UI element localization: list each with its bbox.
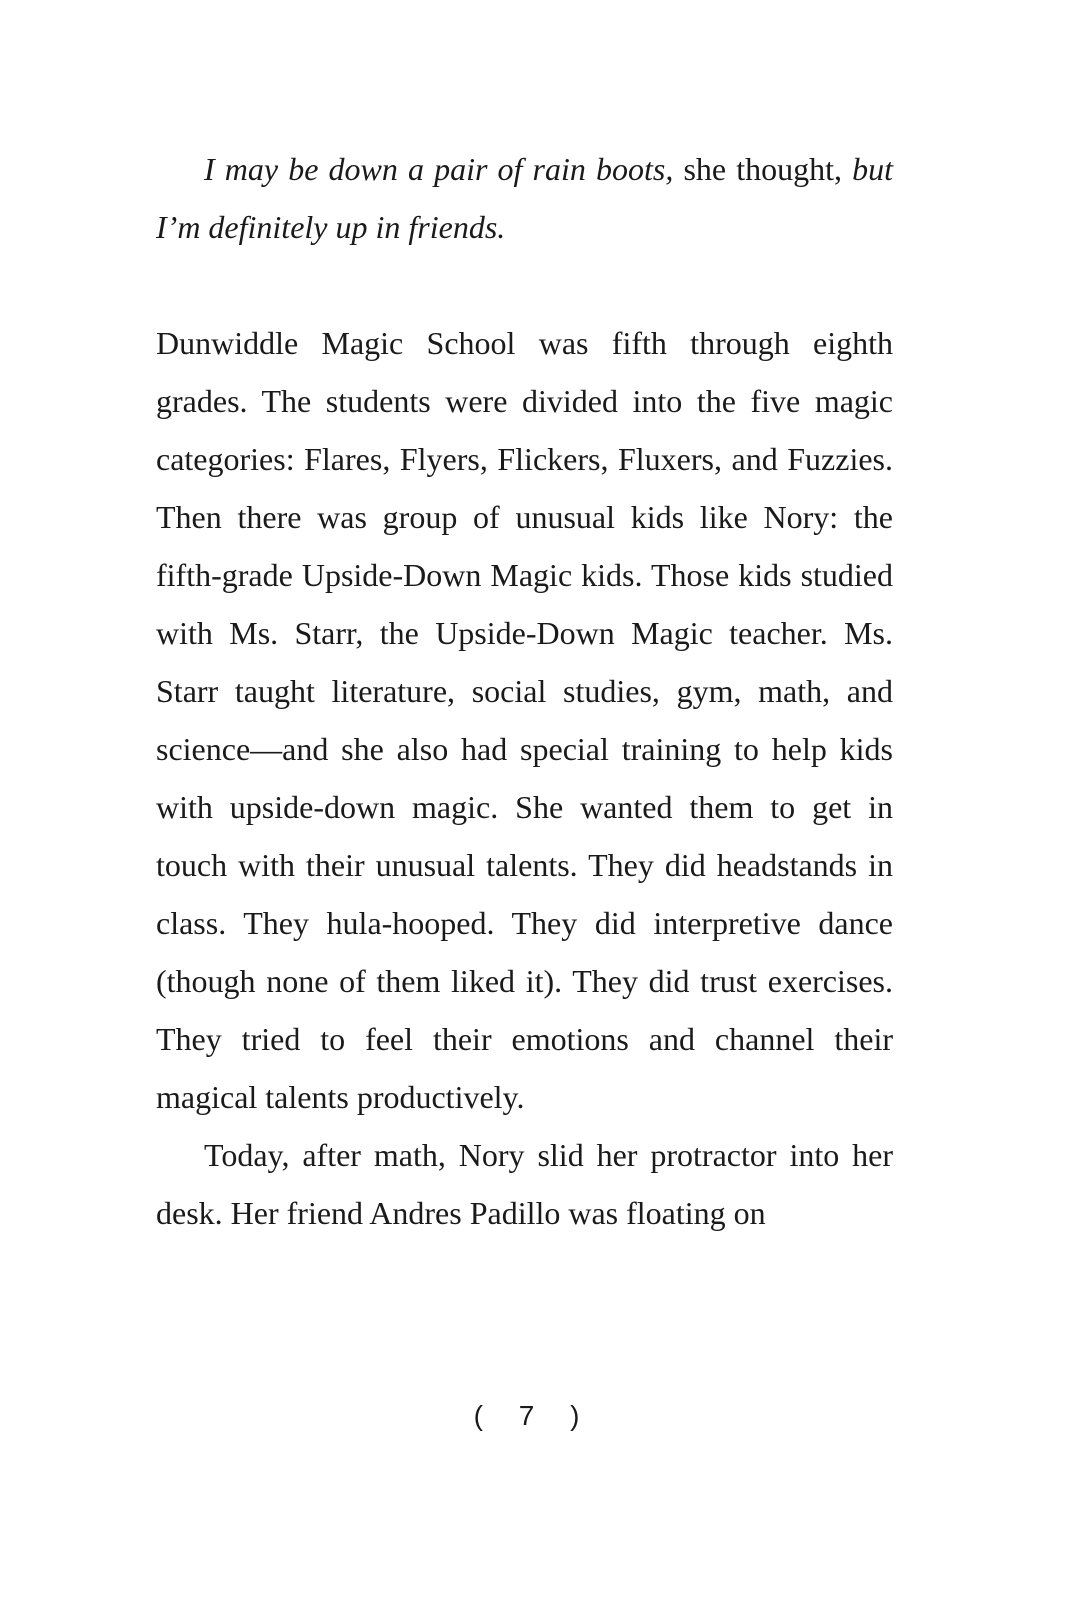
paragraph-school-description: Dunwiddle Magic School was fifth through eighth grades. The students were divided into the five magic categories: Flares, Flyers, Flickers, Fluxers, and Fuzzies. Then there was group of unusual kids like Nory: the fifth-grade Upside-Down Magic kids. Those kids studied with Ms. Starr, the Upside-Down Magic teacher. Ms. Starr taught literature, social studies, gym, math, and science—and she also had special training to help kids with upside-down magic. She wanted them to get in touch with their unusual talents. They did headstands in class. They hula-hooped. They did interpretive dance (though none of them liked it). They did trust exercises. They tried to feel their emotions and channel their magical talents productively.: [156, 325, 893, 1115]
body-text: [156, 314, 893, 1242]
page-number: ( 7 ): [473, 1400, 594, 1431]
paragraph-after-math: Today, after math, Nory slid her protractor into her desk. Her friend Andres Padillo was floating on: [156, 1137, 893, 1231]
opening-paragraph: [156, 140, 893, 256]
opening-line: [156, 140, 893, 256]
narration-text: she thought,: [673, 151, 853, 187]
italic-thought-1: I may be down a pair of rain boots,: [204, 151, 674, 187]
italic-thought-2: but I’m definitely up in friends.: [156, 151, 894, 245]
